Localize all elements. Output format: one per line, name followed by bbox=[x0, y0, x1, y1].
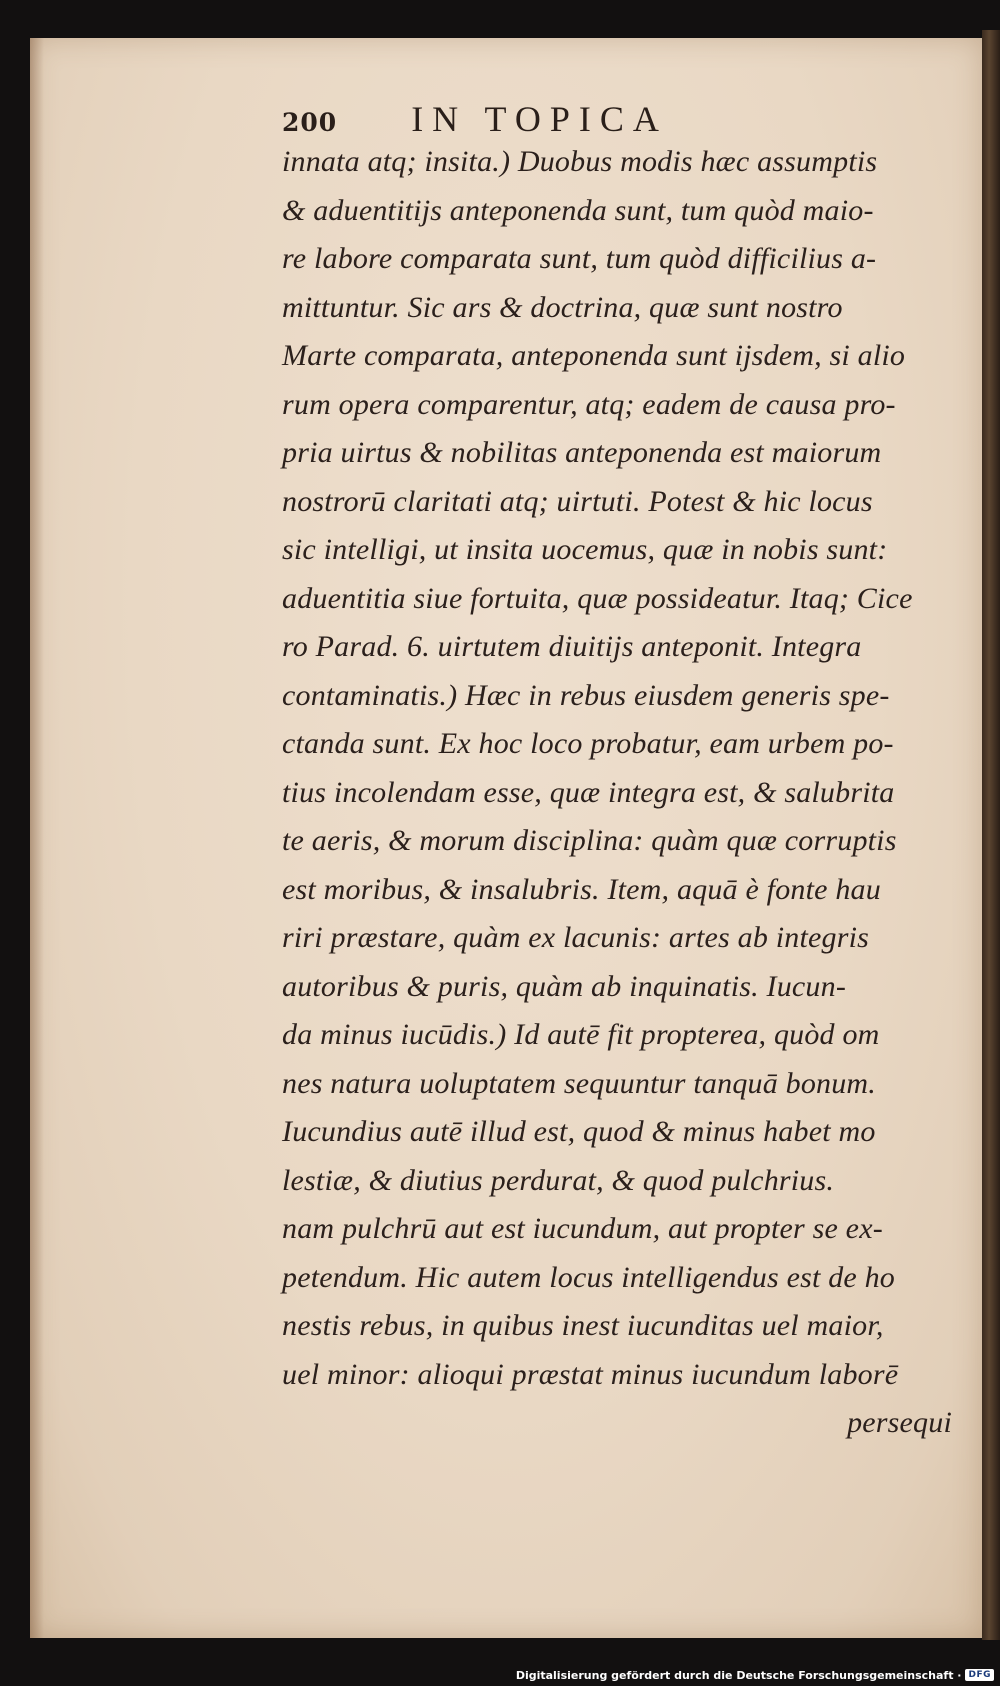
text-line: innata atq; insita.) Duobus modis hæc assumptis bbox=[282, 145, 878, 178]
text-line: nam pulchrū aut est iucundum, aut propter se ex- bbox=[282, 1212, 883, 1245]
text-line: ro Parad. 6. uirtutem diuitijs anteponit. Integra bbox=[282, 630, 862, 663]
text-line: autoribus & puris, quàm ab inquinatis. Iucun- bbox=[282, 969, 847, 1003]
text-line: re labore comparata sunt, tum quòd difficilius a- bbox=[282, 242, 877, 275]
credit-text: Digitalisierung gefördert durch die Deutsche Forschungsgemeinschaft · bbox=[515, 1668, 962, 1682]
gutter-shadow bbox=[30, 38, 44, 1638]
text-line: est moribus, & insalubris. Item, aquā è fonte hau bbox=[282, 872, 881, 906]
text-line: tius incolendam esse, quæ integra est, & salubrita bbox=[282, 775, 895, 809]
text-line: riri præstare, quàm ex lacunis: artes ab integris bbox=[282, 921, 870, 954]
text-line: Iucundius autē illud est, quod & minus habet mo bbox=[282, 1115, 876, 1148]
text-line: & aduentitijs anteponenda sunt, tum quòd maio- bbox=[282, 193, 874, 227]
body-text bbox=[282, 138, 952, 1448]
text-line: te aeris, & morum disciplina: quàm quæ corruptis bbox=[282, 824, 897, 857]
text-line: sic intelligi, ut insita uocemus, quæ in nobis sunt: bbox=[282, 533, 888, 566]
text-line: mittuntur. Sic ars & doctrina, quæ sunt nostro bbox=[282, 290, 843, 324]
text-line: Marte comparata, anteponenda sunt ijsdem, si alio bbox=[282, 339, 906, 372]
text-line: contaminatis.) Hæc in rebus eiusdem generis spe- bbox=[282, 678, 890, 712]
text-line: aduentitia siue fortuita, quæ possideatur. Itaq; Cice bbox=[282, 581, 913, 615]
digitization-credit bbox=[516, 1666, 994, 1684]
running-title: IN TOPICA bbox=[411, 99, 668, 139]
text-line: da minus iucūdis.) Id autē fit propterea, quòd om bbox=[282, 1018, 880, 1051]
text-line: pria uirtus & nobilitas anteponenda est maiorum bbox=[282, 436, 882, 469]
running-head bbox=[282, 98, 668, 138]
text-line: ctanda sunt. Ex hoc loco probatur, eam urbem po- bbox=[282, 727, 894, 760]
text-line: petendum. Hic autem locus intelligendus est de ho bbox=[282, 1260, 896, 1294]
text-line: nostrorū claritati atq; uirtuti. Potest & hic locus bbox=[282, 484, 873, 518]
text-line: nes natura uoluptatem sequuntur tanquā bonum. bbox=[282, 1066, 876, 1100]
text-line: uel minor: alioqui præstat minus iucundum laborē bbox=[282, 1357, 899, 1391]
text-line: nestis rebus, in quibus inest iucunditas uel maior, bbox=[282, 1309, 884, 1342]
catchword: persequi bbox=[847, 1406, 952, 1439]
text-line: rum opera comparentur, atq; eadem de causa pro- bbox=[282, 387, 896, 421]
text-line: lestiæ, & diutius perdurat, & quod pulchrius. bbox=[282, 1163, 835, 1197]
book-board-edge bbox=[982, 30, 1000, 1640]
page-number: 200 bbox=[282, 108, 338, 137]
dfg-logo: DFG bbox=[965, 1669, 994, 1681]
